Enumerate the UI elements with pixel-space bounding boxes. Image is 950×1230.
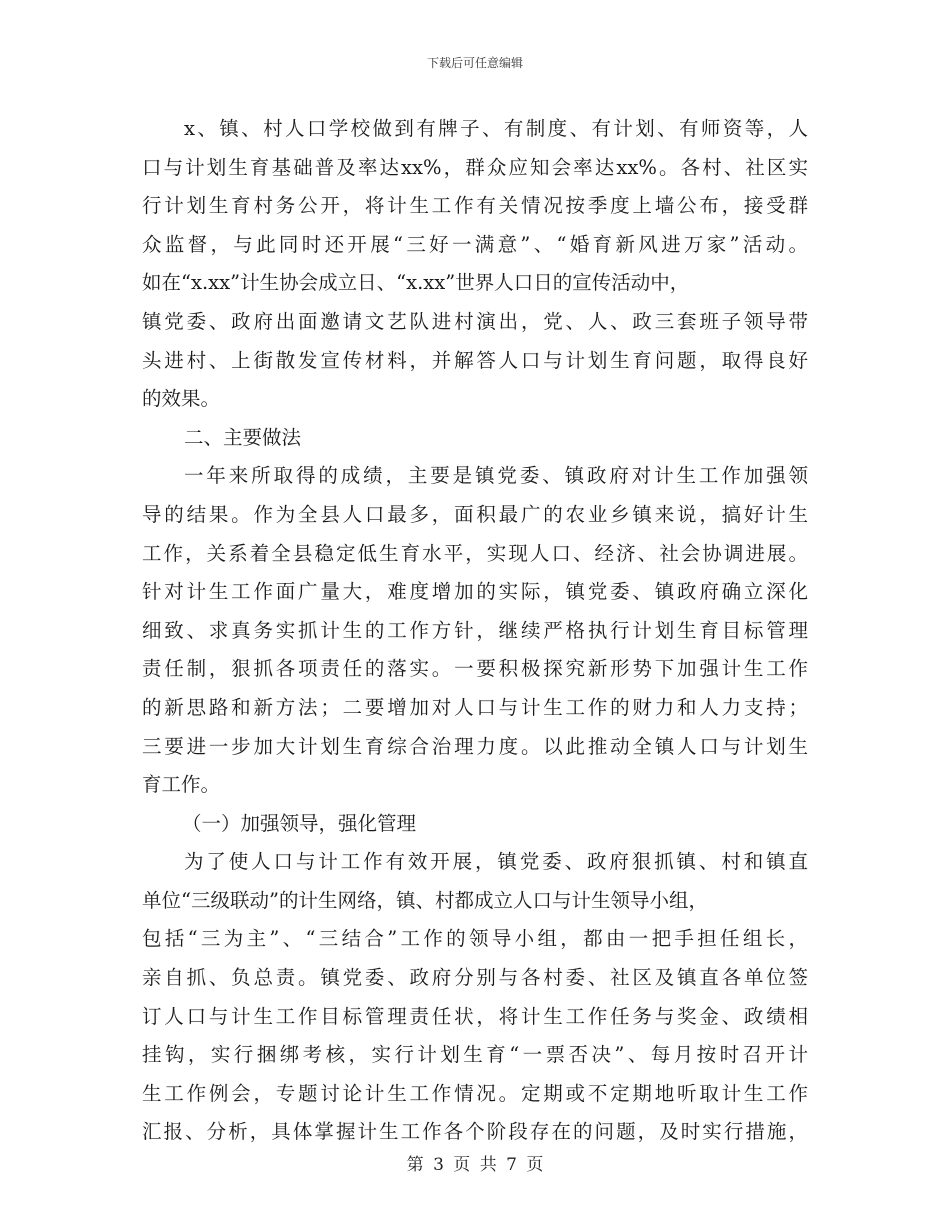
document-body xyxy=(142,110,808,1152)
page-footer: 第 3 页 共 7 页 xyxy=(406,1155,544,1175)
body-line: （一）加强领导，强化管理 xyxy=(182,811,417,835)
body-line: 口与计划生育基础普及率达xx%，群众应知会率达xx%。各村、社区实 xyxy=(142,155,808,179)
body-line: 针对计生工作面广量大，难度增加的实际，镇党委、镇政府确立深化 xyxy=(142,580,808,604)
body-line: 三要进一步加大计划生育综合治理力度。以此推动全镇人口与计划生 xyxy=(142,734,808,758)
body-line: 为了使人口与计工作有效开展，镇党委、政府狠抓镇、村和镇直 xyxy=(184,850,808,874)
body-line: 挂钩，实行捆绑考核，实行计划生育“一票否决”、每月按时召开计 xyxy=(142,1043,808,1067)
body-line: 二、主要做法 xyxy=(184,425,302,449)
body-line: 亲自抓、负总责。镇党委、政府分别与各村委、社区及镇直各单位签 xyxy=(142,966,808,990)
body-line: 一年来所取得的成绩，主要是镇党委、镇政府对计生工作加强领 xyxy=(184,464,808,488)
body-line: 汇报、分析，具体掌握计生工作各个阶段存在的问题，及时实行措施， xyxy=(142,1120,808,1144)
body-line: 包括“三为主”、“三结合”工作的领导小组，都由一把手担任组长， xyxy=(142,927,808,951)
body-line: 头进村、上街散发宣传材料，并解答人口与计划生育问题，取得良好 xyxy=(142,348,808,372)
body-line: 导的结果。作为全县人口最多，面积最广的农业乡镇来说，搞好计生 xyxy=(142,502,808,526)
body-line: 生工作例会，专题讨论计生工作情况。定期或不定期地听取计生工作 xyxy=(142,1081,808,1105)
page-header: 下载后可任意编辑 xyxy=(426,56,523,70)
body-line: 细致、求真务实抓计生的工作方针，继续严格执行计划生育目标管理 xyxy=(142,618,808,642)
body-line: 育工作。 xyxy=(142,773,221,797)
body-line: 责任制，狠抓各项责任的落实。一要积极探究新形势下加强计生工作 xyxy=(142,657,808,681)
body-line: 行计划生育村务公开，将计生工作有关情况按季度上墙公布，接受群 xyxy=(142,194,808,218)
body-line: 订人口与计生工作目标管理责任状，将计生工作任务与奖金、政绩相 xyxy=(142,1004,808,1028)
body-line: 众监督，与此同时还开展“三好一满意”、“婚育新风进万家”活动。 xyxy=(142,232,808,256)
body-line: 如在“x.xx”计生协会成立日、“x.xx”世界人口日的宣传活动中， xyxy=(142,271,690,295)
body-line: 的效果。 xyxy=(142,387,221,411)
body-line: 工作，关系着全县稳定低生育水平，实现人口、经济、社会协调进展。 xyxy=(142,541,808,565)
body-line: 镇党委、政府出面邀请文艺队进村演出，党、人、政三套班子领导带 xyxy=(142,309,808,333)
body-line: 的新思路和新方法；二要增加对人口与计生工作的财力和人力支持； xyxy=(142,695,808,719)
body-line: 单位“三级联动”的计生网络，镇、村都成立人口与计生领导小组， xyxy=(142,888,708,912)
body-line: x、镇、村人口学校做到有牌子、有制度、有计划、有师资等，人 xyxy=(184,117,808,140)
